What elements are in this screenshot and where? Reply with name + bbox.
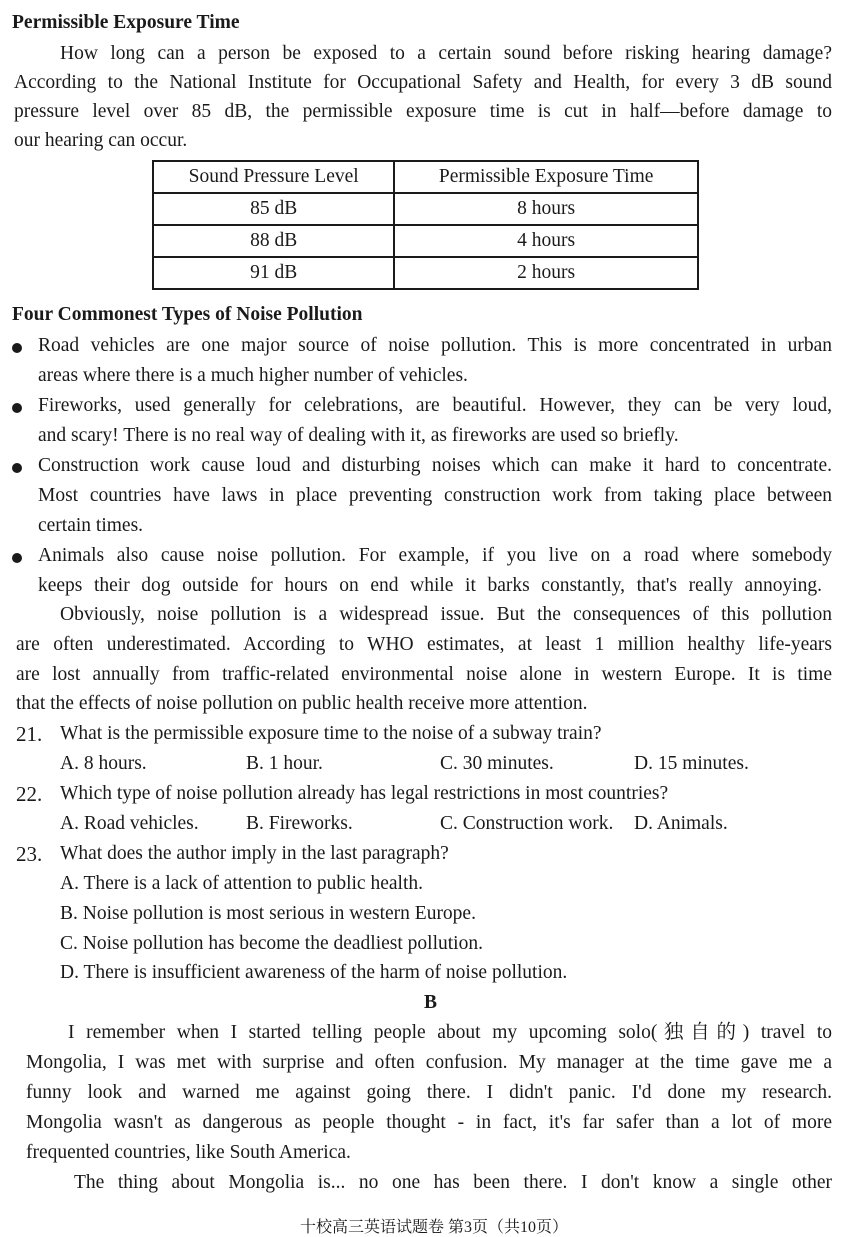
question-stem: What does the author imply in the last paragraph?	[60, 843, 449, 864]
question-number: 21.	[16, 722, 43, 746]
table-row	[153, 193, 698, 225]
exposure-table	[152, 160, 699, 290]
paragraph-line: According to the National Institute for Occupational Safety and Health, for every 3 dB sound	[14, 72, 832, 93]
question-stem: Which type of noise pollution already has legal restrictions in most countries?	[60, 783, 669, 804]
table-row	[153, 225, 698, 257]
paragraph-line: frequented countries, like South America.	[26, 1142, 351, 1163]
bullet-line: Construction work cause loud and disturbing noises which can make it hard to concentrate.	[38, 455, 832, 476]
option-d: D. Animals.	[634, 813, 728, 834]
bullet-icon	[12, 343, 22, 353]
option-c: C. Construction work.	[440, 813, 614, 834]
paragraph-line: I remember when I started telling people about my upcoming solo(独自的) travel to	[68, 1022, 832, 1043]
table-row	[153, 257, 698, 289]
bullet-line: keeps their dog outside for hours on end while it barks constantly, that's really annoying.	[38, 575, 822, 596]
option-c: C. 30 minutes.	[440, 753, 554, 774]
table-header-row	[153, 161, 698, 193]
paragraph-line: Obviously, noise pollution is a widespread issue. But the consequences of this pollution	[60, 604, 832, 625]
bullet-line: Road vehicles are one major source of noise pollution. This is more concentrated in urban	[38, 335, 832, 356]
question-number: 22.	[16, 782, 43, 806]
bullet-icon	[12, 403, 22, 413]
part-label: B	[424, 992, 438, 1013]
bullet-line: certain times.	[38, 515, 144, 536]
table-cell: 8 hours	[394, 193, 698, 225]
paragraph-line: Mongolia, I was met with surprise and often confusion. My manager at the time gave me a	[26, 1052, 832, 1073]
paragraph-line: are often underestimated. According to WHO estimates, at least 1 million healthy life-years	[16, 634, 832, 655]
table-cell: 91 dB	[153, 257, 394, 289]
table-cell: 88 dB	[153, 225, 394, 257]
paragraph-line: our hearing can occur.	[14, 130, 188, 151]
table-header-cell: Sound Pressure Level	[153, 161, 394, 193]
bullet-icon	[12, 463, 22, 473]
table-header-cell: Permissible Exposure Time	[394, 161, 698, 193]
option-b: B. Noise pollution is most serious in western Europe.	[60, 903, 476, 924]
paragraph-line: The thing about Mongolia is... no one has been there. I don't know a single other	[74, 1172, 832, 1193]
bullet-line: areas where there is a much higher number of vehicles.	[38, 365, 468, 386]
bullet-line: Animals also cause noise pollution. For example, if you live on a road where somebody	[38, 545, 832, 566]
paragraph-line: are lost annually from traffic-related environmental noise alone in western Europe. It is time	[16, 664, 832, 685]
option-d: D. There is insufficient awareness of the harm of noise pollution.	[60, 962, 568, 983]
table-cell: 4 hours	[394, 225, 698, 257]
option-b: B. 1 hour.	[246, 753, 323, 774]
paragraph-line: How long can a person be exposed to a certain sound before risking hearing damage?	[60, 43, 832, 64]
paragraph-line: that the effects of noise pollution on public health receive more attention.	[16, 693, 588, 714]
bullet-line: Fireworks, used generally for celebrations, are beautiful. However, they can be very loud,	[38, 395, 832, 416]
paragraph-line: pressure level over 85 dB, the permissible exposure time is cut in half—before damage to	[14, 101, 832, 122]
option-a: A. There is a lack of attention to public health.	[60, 873, 423, 894]
bullet-line: Most countries have laws in place preventing construction work from taking place between	[38, 485, 832, 506]
table-cell: 85 dB	[153, 193, 394, 225]
option-d: D. 15 minutes.	[634, 753, 749, 774]
section-heading-exposure: Permissible Exposure Time	[12, 12, 240, 33]
question-number: 23.	[16, 842, 43, 866]
page-footer: 十校高三英语试题卷 第3页（共10页）	[300, 1219, 569, 1236]
bullet-icon	[12, 553, 22, 563]
paragraph-line: Mongolia wasn't as dangerous as people thought - in fact, it's far safer than a lot of more	[26, 1112, 832, 1133]
section-heading-noise-types: Four Commonest Types of Noise Pollution	[12, 304, 363, 325]
bullet-line: and scary! There is no real way of dealing with it, as fireworks are used so briefly.	[38, 425, 679, 446]
table-cell: 2 hours	[394, 257, 698, 289]
option-a: A. Road vehicles.	[60, 813, 199, 834]
question-stem: What is the permissible exposure time to the noise of a subway train?	[60, 723, 602, 744]
option-a: A. 8 hours.	[60, 753, 147, 774]
paragraph-line: funny look and warned me against going there. I didn't panic. I'd done my research.	[26, 1082, 832, 1103]
option-c: C. Noise pollution has become the deadliest pollution.	[60, 933, 483, 954]
option-b: B. Fireworks.	[246, 813, 353, 834]
